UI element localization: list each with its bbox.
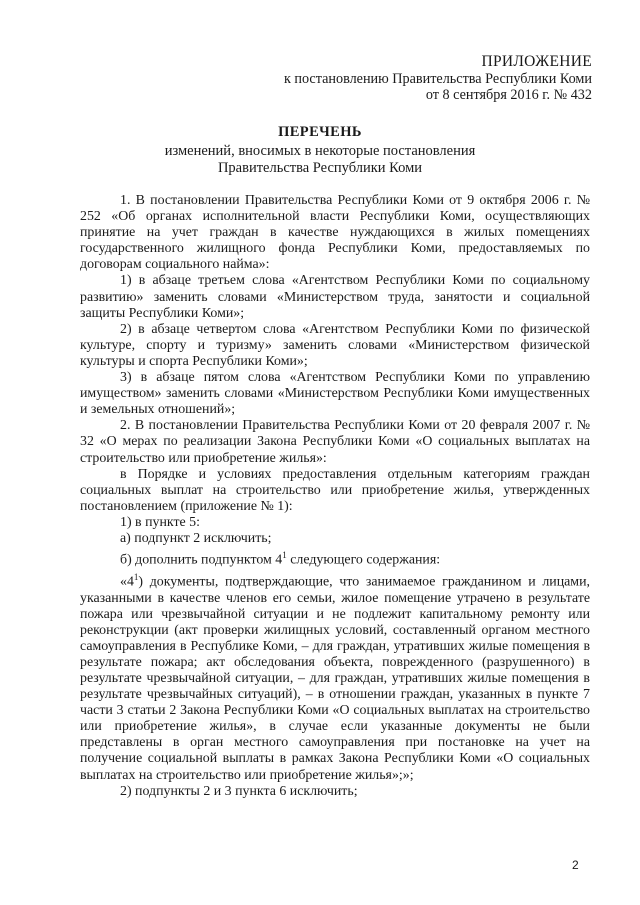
paragraph-2-subitem-b [80, 547, 590, 569]
page-number: 2 [572, 858, 579, 872]
document-heading [0, 124, 640, 177]
quote-open: «4 [120, 574, 134, 590]
quote-superscript: 1 [133, 571, 139, 582]
paragraph-2-intro: в Порядке и условиях предоставления отдельным категориям граждан социальных выплат на строительство или приобретение жилья, утвержденных постановлением (приложение № 1): [80, 466, 590, 514]
paragraph-2-item-1: 1) в пункте 5: [120, 514, 200, 530]
paragraph-2-item-2: 2) подпункты 2 и 3 пункта 6 исключить; [120, 783, 358, 799]
subitem-b-text: б) дополнить подпунктом 4 [120, 552, 283, 568]
appendix-reference: к постановлению Правительства Республики Коми [283, 70, 592, 87]
paragraph-1-item-1: 1) в абзаце третьем слова «Агентством Республики Коми по социальному развитию» заменить словами «Министерством труда, занятости и социальной защиты Республики Коми»; [80, 273, 590, 321]
document-body [80, 193, 590, 800]
heading-title: ПЕРЕЧЕНЬ [278, 124, 362, 140]
paragraph-1: 1. В постановлении Правительства Республики Коми от 9 октября 2006 г. № 252 «Об органах исполнительной власти Республики Коми, осуществляющих принятие на учет граждан в качестве нуждающихся в жилых помещениях государственного жилищного фонда Республики Коми, предоставляемых по договорам социального найма»: [80, 193, 590, 273]
paragraph-2-subitem-a: а) подпункт 2 исключить; [120, 530, 272, 546]
subitem-b-text-end: следующего содержания: [286, 552, 441, 568]
appendix-header [284, 54, 592, 104]
appendix-title: ПРИЛОЖЕНИЕ [481, 53, 592, 70]
heading-subtitle-line1: изменений, вносимых в некоторые постановления [164, 143, 476, 159]
subitem-b-superscript: 1 [282, 550, 287, 561]
quote-text: ) документы, подтверждающие, что занимаемое гражданином и лицами, указанными в качестве членов его семьи, жилое помещение утрачено в результате пожара или чрезвычайной ситуации и не подлежит капитальному ремонту или реконструкции (акт проверки жилищных условий, составленный органом местного самоуправления в Республике Коми, – для граждан, утративших жилые помещения в результате пожара; акт обследования объекта, поврежденного (разрушенного) в результате чрезвычайной ситуации, – для граждан, утративших жилые помещения в результате чрезвычайных ситуаций), – в отношении граждан, указанных в пункте 7 части 3 статьи 2 Закона Республики Коми «О социальных выплатах на строительство или приобретение жилья», в случае если указанные документы не были представлены в орган местного самоуправления при постановке на учет на получение социальной выплаты в рамках Закона Республики Коми «О социальных выплатах на строительство или приобретение жилья»;»; [80, 574, 590, 783]
appendix-date: от 8 сентября 2016 г. № 432 [425, 87, 592, 103]
heading-subtitle-line2: Правительства Республики Коми [217, 160, 423, 176]
quoted-subitem [80, 569, 590, 784]
paragraph-1-item-2: 2) в абзаце четвертом слова «Агентством Республики Коми по физической культуре, спорту и туризму» заменить словами «Министерством физической культуры и спорта Республики Коми»; [80, 321, 590, 369]
paragraph-2: 2. В постановлении Правительства Республики Коми от 20 февраля 2007 г. № 32 «О мерах по реализации Закона Республики Коми «О социальных выплатах на строительство или приобретение жилья»: [80, 418, 590, 466]
paragraph-1-item-3: 3) в абзаце пятом слова «Агентством Республики Коми по управлению имуществом» заменить словами «Министерством Республики Коми имущественных и земельных отношений»; [80, 370, 590, 418]
